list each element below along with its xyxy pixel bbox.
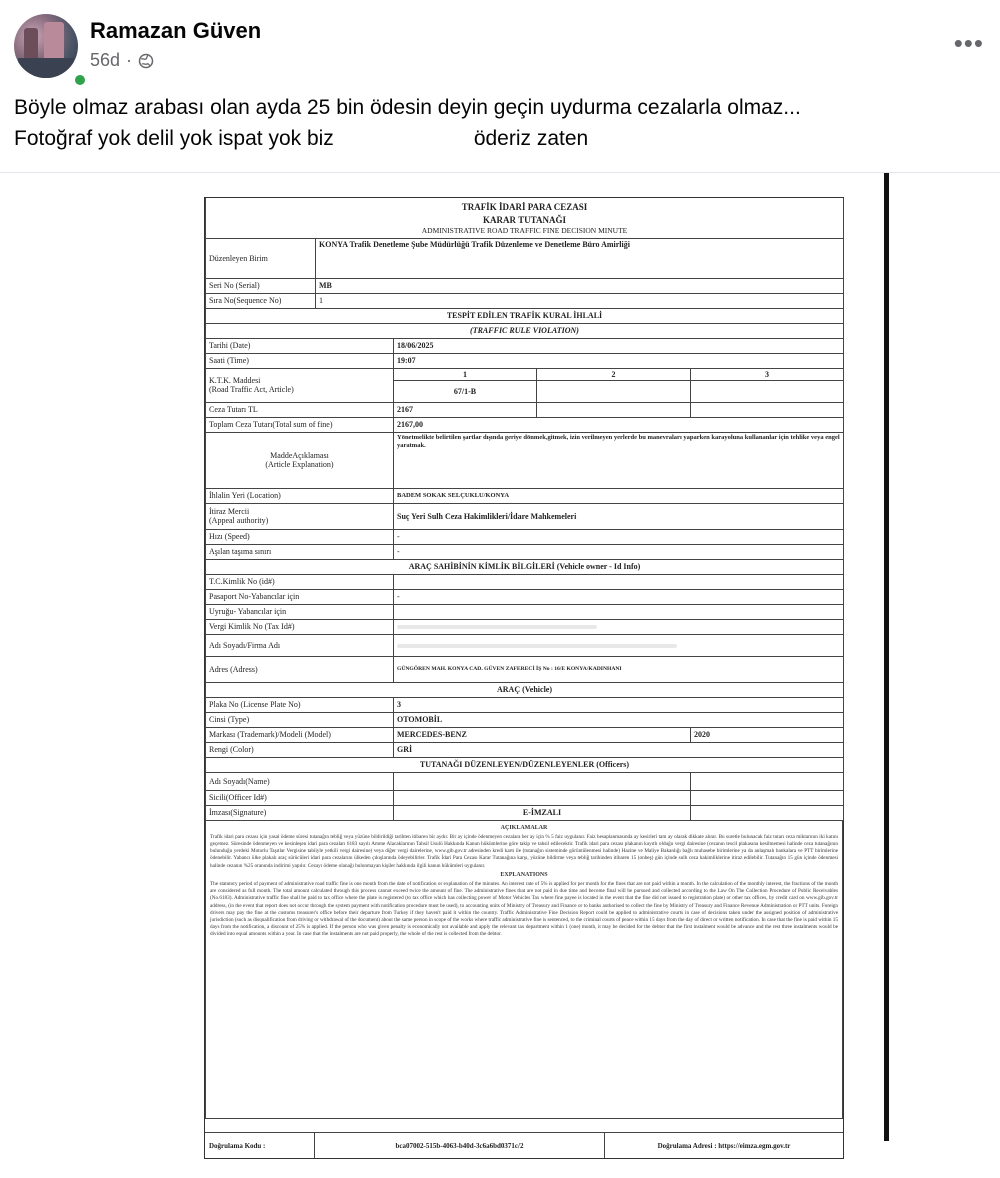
sira-label: Sıra No(Sequence No) <box>206 293 316 308</box>
adres-value: GÜNGÖREN MAH. KONYA CAD. GÜVEN ZAFERECİ İŞ No : 16/E KONYA/KADINHANI <box>394 656 844 682</box>
fine-document <box>204 197 844 1159</box>
post-meta <box>90 50 154 71</box>
ktk-label <box>206 368 394 402</box>
ktk-value: 67/1-B <box>394 380 537 402</box>
dogrulama-kodu-value: bca07002-515b-4063-b40d-3c6a6bd0371c/2 <box>315 1133 605 1158</box>
doc-title-block <box>206 198 844 238</box>
memur-title: TUTANAĞI DÜZENLEYEN/DÜZENLEYENLER (Officers) <box>206 757 844 772</box>
post-line-2a: Fotoğraf yok delil yok ispat yok biz <box>14 127 334 150</box>
explanation-text: The statutory period of payment of administrative road traffic fine is one month from the date of notification or explanation of the minutes. An interest rate of 5% is applied for per month for the fines that are not paid within a month. In the calculation of the monthly interest, the fractions of the month are considered as full month. The total amount calculated through this process cannot exceed twice the amount of fine. The administrative fines that are not paid in due time and become final will be pursued and collected according to the Law On The Collection Procedure of Public Receivables (No.6183). Administrative traffic fine shall be paid to tax office where the plate is registered (to tax office which has collecting power of Motor Vehicles Tax where fine payee is located in the event that the fine did not issued to registration plate) or other tax offices, by credit card on www.gib.gov.tr address, (in the event that report does not occur through the system payment with notification procedure must be used), to accounting units of Ministry of Treasury and Finance or to banks authorised to collect the fine by Ministry of Treasury and Finance Revenue Administration or PTT units. Foreign drivers may pay the fine at the customs treasurer's office before their departure from Turkey if they haven't paid it within the country. Traffic Administrative Fine Decision Report could be applied to administrative courts in case of decisions taken under the assigned position of administrative jurisdiction (such as disqualification from driving or withdrawal of the document) about the same person in scope of the works where traffic administrative fine is sentenced, to the criminal courts of peace within 15 days from the day of direct or written notification. In case that the fine is paid within 15 days from the notification, a discount of 25% is applied. If the person who was given penalty is economically not available and apply the relevant tax department within 1 (one) month, it may be decided for the debtor that the first instalment would be advance and the rest three instalments would be divided into equal amounts within a year. In case that the instalments are not paid properly, the whole of the rest is collected from the debtor. <box>210 880 838 938</box>
explanations-block <box>205 821 843 1119</box>
imza-value: E-İMZALI <box>394 805 691 820</box>
tarih-value: 18/06/2025 <box>394 338 844 353</box>
aciklama-text: Trafik idari para cezası için yasal ödeme süresi tutanağın tebliğ veya yüzüne bildirildiği tarihten itibaren bir aydır. Bir ay içinde ödenmeyen cezalara her ay için % 5 faiz uygulanır. Faiz hesaplanmasında ay kesirleri tam ay olarak dikkate alınır. Bu suretle bulunacak faiz tutarı ceza miktarının iki katını geçemez. Süresinde ödenmeyen ve kesinleşen idari para cezaları 6183 sayılı Amme Alacaklarının Tahsil Usulü Hakkında Kanun hükümlerine göre takip ve tahsil edilecektir. Trafik idari para cezası plakanın kayıtlı olduğu vergi dairesine (cezanın tescil plakasına kesilmemesi halinde ceza tutanağının bulunduğu yerdeki Motorlu Taşıtlar Vergisine tabiiyle yetkili vergi dairesine) veya diğer vergi dairelerine, www.gib.gov.tr adresinden kredi kartı ile (tutanağın sisteminde görüntülenmesi halinde) Hazine ve Maliye Bakanlığı bağlı muhasebe birimlerine ya da anlaşmalı bankalara ve PTT birimlerine ödenebilir. Yabancı ülke plakalı araç sürücüleri idari para cezalarını ülkeden çıkışlarında ödeyebilirler. Trafik İdari Para Cezası Karar Tutanağına karşı, yüzüne bildirme veya tebliğ tarihinden itibaren 15 (onbeş) gün içinde sulh ceza hakimliklerine itiraz edilebilir. Tutanağın 15 gün içinde ödenmesi halinde cezanın %25 oranında indirimi yapılır. Cezayı ödeme olanağı bulunmayan kişiler hakkında ilgili kanun hükümleri uygulanır. <box>210 833 838 869</box>
tc-label: T.C.Kimlik No (id#) <box>206 574 394 589</box>
madde-value: Yönetmelikte belirtilen şartlar dışında geriye dönmek,gitmek, izin verilmeyen yerlerde bu manevraları yaparken karayoluna kullananlar için tehlike veya engel yaratmak. <box>394 432 844 488</box>
explanations-title: EXPLANATIONS <box>500 871 548 878</box>
madde-label <box>206 432 394 488</box>
seri-label: Seri No (Serial) <box>206 278 316 293</box>
aciklamalar-title: AÇIKLAMALAR <box>500 824 548 831</box>
asilan-value: - <box>394 544 844 559</box>
cinsi-label: Cinsi (Type) <box>206 712 394 727</box>
ktk-col-3: 3 <box>691 368 844 380</box>
adres-label: Adres (Adress) <box>206 656 394 682</box>
tarih-label: Tarihi (Date) <box>206 338 394 353</box>
meta-separator: · <box>126 50 133 70</box>
duzenleyen-label: Düzenleyen Birim <box>206 238 316 278</box>
renk-label: Rengi (Color) <box>206 742 394 757</box>
memur-ad-label: Adı Soyadı(Name) <box>206 772 394 790</box>
adsoyad-redacted <box>394 634 844 656</box>
imza-label: İmzası(Signature) <box>206 805 394 820</box>
itiraz-value: Suç Yeri Sulh Ceza Hakimlikleri/İdare Mahkemeleri <box>394 503 844 529</box>
more-options-button[interactable]: ••• <box>953 28 984 58</box>
author-name[interactable]: Ramazan Güven <box>90 18 262 43</box>
saat-value: 19:07 <box>394 353 844 368</box>
plaka-label: Plaka No (License Plate No) <box>206 697 394 712</box>
doc-footer <box>205 1132 843 1158</box>
doc-table <box>205 198 844 821</box>
uyruk-label: Uyruğu- Yabancılar için <box>206 604 394 619</box>
doc-title-2: KARAR TUTANAĞI <box>483 214 566 225</box>
pasaport-label: Pasaport No-Yabancılar için <box>206 589 394 604</box>
marka-value: MERCEDES-BENZ <box>394 727 691 742</box>
cinsi-value: OTOMOBİL <box>394 712 844 727</box>
itiraz-label-1: İtiraz Mercii <box>209 507 250 516</box>
ihlal-title: TESPİT EDİLEN TRAFİK KURAL İHLALİ <box>206 308 844 323</box>
renk-value: GRİ <box>394 742 844 757</box>
madde-label-2: (Article Explanation) <box>265 460 334 469</box>
ktk-col-2: 2 <box>537 368 691 380</box>
plaka-value: 3 <box>394 697 844 712</box>
sira-value: 1 <box>316 293 844 308</box>
doc-title-3: ADMINISTRATIVE ROAD TRAFFIC FINE DECISION MINUTE <box>421 225 628 235</box>
arac-title: ARAÇ (Vehicle) <box>206 682 844 697</box>
ceza-label: Ceza Tutarı TL <box>206 402 394 417</box>
model-value: 2020 <box>691 727 844 742</box>
post-time[interactable]: 56d <box>90 50 121 70</box>
ihlal-yeri-value: BADEM SOKAK SELÇUKLU/KONYA <box>394 488 844 503</box>
doc-title-1: TRAFİK İDARİ PARA CEZASI <box>461 201 588 212</box>
post-photo[interactable] <box>0 172 1000 1158</box>
toplam-label: Toplam Ceza Tutarı(Total sum of fine) <box>206 417 394 432</box>
dogrulama-kodu-label: Doğrulama Kodu : <box>205 1133 315 1158</box>
adsoyad-label: Adı Soyadı/Firma Adı <box>206 634 394 656</box>
photo-edge <box>884 173 889 1141</box>
vergi-redacted <box>394 619 844 634</box>
sicil-label: Sicili(Officer Id#) <box>206 790 394 805</box>
itiraz-label <box>206 503 394 529</box>
post-line-1: Böyle olmaz arabası olan ayda 25 bin ödesin deyin geçin uydurma cezalarla olmaz... <box>14 96 801 119</box>
post-line-2b: öderiz zaten <box>473 127 589 150</box>
vergi-label: Vergi Kimlik No (Tax Id#) <box>206 619 394 634</box>
toplam-value: 2167,00 <box>394 417 844 432</box>
pasaport-value: - <box>394 589 844 604</box>
hiz-label: Hızı (Speed) <box>206 529 394 544</box>
asilan-label: Aşılan taşıma sınırı <box>206 544 394 559</box>
marka-label: Markası (Trademark)/Modeli (Model) <box>206 727 394 742</box>
ktk-label-1: K.T.K. Maddesi <box>209 376 261 385</box>
ktk-label-2: (Road Traffic Act, Article) <box>209 385 294 394</box>
post-text <box>14 92 974 154</box>
avatar[interactable] <box>14 14 78 78</box>
ihlal-subtitle: (TRAFFIC RULE VIOLATION) <box>206 323 844 338</box>
dogrulama-adres: Doğrulama Adresi : https://eimza.egm.gov.tr <box>657 1141 791 1150</box>
madde-label-1: MaddeAçıklaması <box>270 451 329 460</box>
seri-value: MB <box>316 278 844 293</box>
globe-icon[interactable] <box>138 53 154 69</box>
online-status-icon <box>72 72 88 88</box>
post-header <box>14 14 984 78</box>
duzenleyen-value: KONYA Trafik Denetleme Şube Müdürlüğü Trafik Düzenleme ve Denetleme Büro Amirliği <box>316 238 844 278</box>
saat-label: Saati (Time) <box>206 353 394 368</box>
sahip-title: ARAÇ SAHİBİNİN KİMLİK BİLGİLERİ (Vehicle owner - Id Info) <box>206 559 844 574</box>
hiz-value: - <box>394 529 844 544</box>
ceza-value: 2167 <box>394 402 537 417</box>
post-line-2 <box>14 123 974 154</box>
ktk-col-1: 1 <box>394 368 537 380</box>
ihlal-yeri-label: İhlalin Yeri (Location) <box>206 488 394 503</box>
itiraz-label-2: (Appeal authority) <box>209 516 269 525</box>
